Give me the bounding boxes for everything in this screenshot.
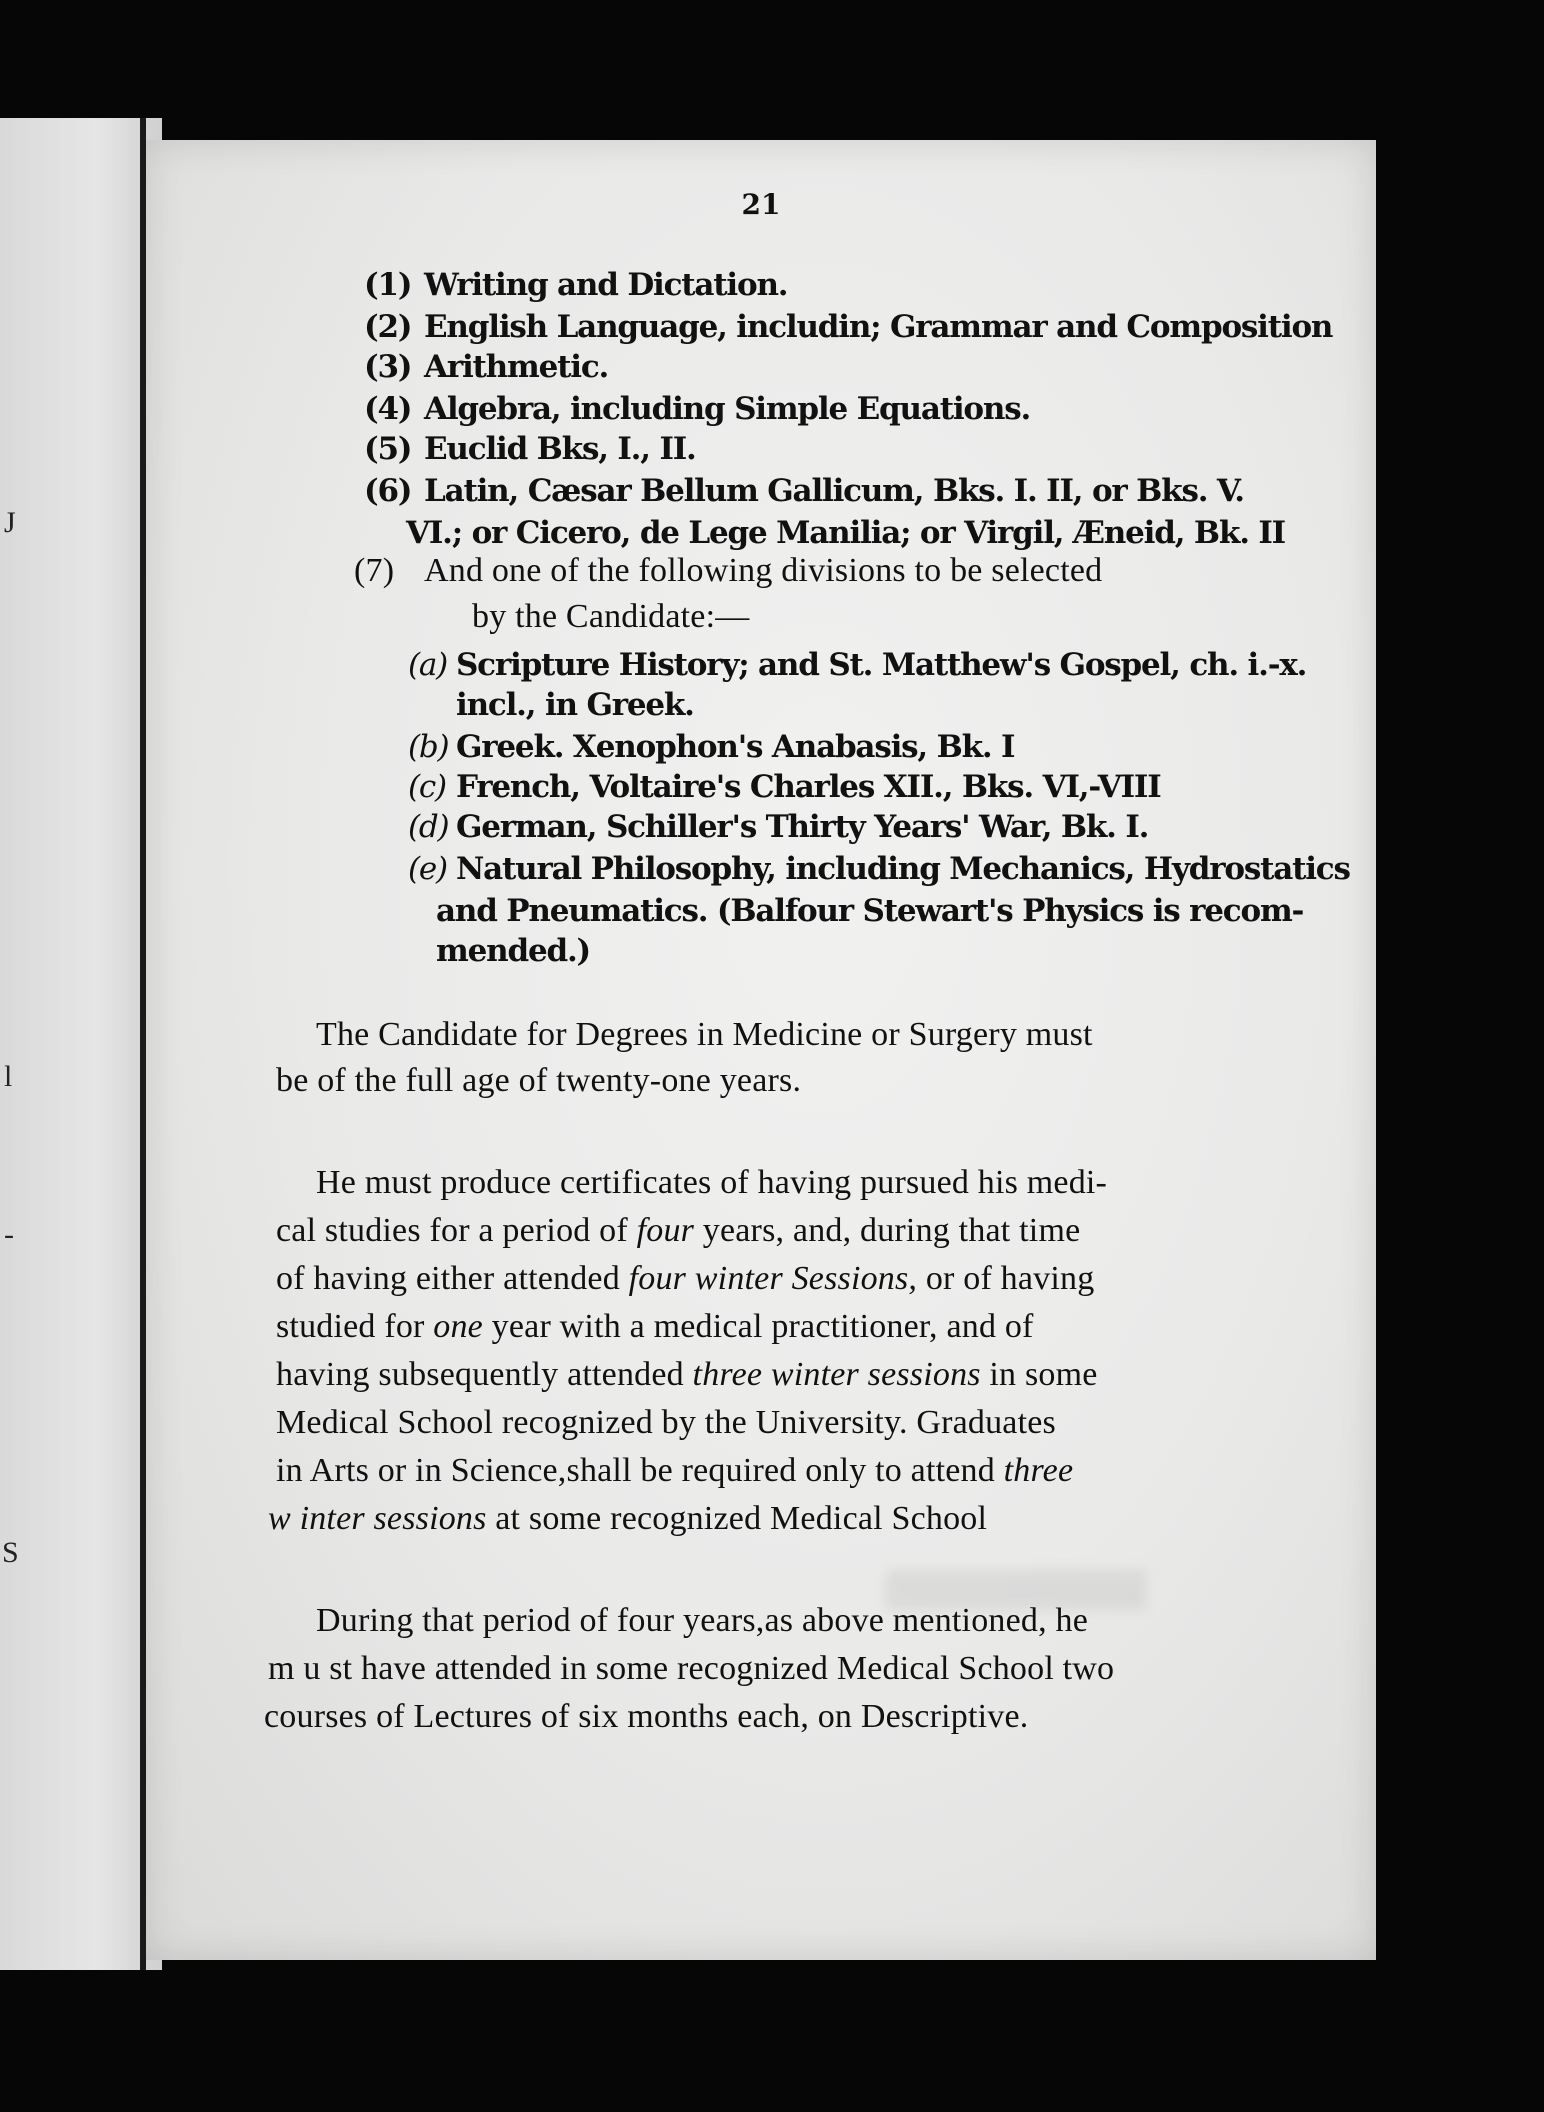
- division-d: [408, 809, 1149, 845]
- division-a: [408, 647, 1307, 683]
- division-e: [408, 851, 1350, 887]
- division-text: German, Schiller's Thirty Years' War, Bk. I.: [456, 809, 1149, 845]
- division-letter: (e): [408, 851, 447, 887]
- subject-number: (6): [364, 473, 412, 509]
- text-run: cal studies for a period of: [276, 1212, 637, 1249]
- text-run: in Arts or in Science,shall be required only to attend: [276, 1452, 1004, 1489]
- paragraph-2-line: [276, 1454, 1073, 1488]
- subject-item-4: [364, 391, 1031, 427]
- text-run: in some: [980, 1356, 1098, 1393]
- emphasis-text: four: [636, 1212, 695, 1249]
- subject-item-7-continuation: by the Candidate:—: [472, 598, 750, 635]
- previous-page-edge: [0, 118, 162, 1970]
- division-text: French, Voltaire's Charles XII., Bks. VI,-VIII: [456, 769, 1161, 805]
- subject-item-5: [364, 431, 696, 467]
- paragraph-2-line: [268, 1502, 987, 1536]
- paragraph-3-line: courses of Lectures of six months each, on Descriptive.: [264, 1698, 1029, 1735]
- paragraph-2-line: [276, 1358, 1098, 1392]
- subject-item-6-continuation: VI.; or Cicero, de Lege Manilia; or Virgil, Æneid, Bk. II: [406, 515, 1285, 551]
- emphasis-text: one: [433, 1308, 483, 1345]
- division-text: Scripture History; and St. Matthew's Gospel, ch. i.-x.: [456, 647, 1307, 683]
- subject-number: (5): [364, 431, 412, 467]
- emphasis-text: three winter sessions: [692, 1356, 981, 1393]
- text-run: or of having: [917, 1260, 1095, 1297]
- subject-number: (2): [364, 309, 412, 345]
- margin-fragment: J: [4, 506, 16, 539]
- paragraph-2-line: [276, 1214, 1080, 1248]
- emphasis-text: w inter sessions: [268, 1500, 487, 1537]
- division-letter: (d): [408, 809, 449, 845]
- subject-item-2: [364, 309, 1333, 345]
- division-c: [408, 769, 1161, 805]
- subject-text: Algebra, including Simple Equations.: [424, 391, 1031, 427]
- subject-text: English Language, includin; Grammar and Composition: [424, 309, 1333, 345]
- subject-number: (3): [364, 349, 412, 385]
- text-run: studied for: [276, 1308, 434, 1345]
- text-run: of having either attended: [276, 1260, 629, 1297]
- division-b: [408, 729, 1015, 765]
- emphasis-text: four winter Sessions,: [628, 1260, 918, 1297]
- division-e-continuation-2: mended.): [436, 933, 590, 969]
- division-text: Natural Philosophy, including Mechanics, Hydrostatics: [456, 851, 1350, 887]
- document-page: [146, 140, 1376, 1960]
- subject-item-6: [364, 473, 1244, 509]
- division-text: Greek. Xenophon's Anabasis, Bk. I: [456, 729, 1015, 765]
- text-run: having subsequently attended: [276, 1356, 693, 1393]
- subject-item-7: [354, 554, 1102, 588]
- margin-fragment: -: [4, 1218, 14, 1251]
- subject-number: (7): [354, 552, 395, 589]
- subject-number: (4): [364, 391, 412, 427]
- division-letter: (b): [408, 729, 449, 765]
- paragraph-1-line: be of the full age of twenty-one years.: [276, 1062, 802, 1099]
- subject-item-3: [364, 349, 609, 385]
- emphasis-text: three: [1003, 1452, 1074, 1489]
- division-e-continuation: and Pneumatics. (Balfour Stewart's Physics is recom-: [436, 893, 1304, 929]
- page-number: 21: [741, 188, 781, 221]
- paragraph-2-line: Medical School recognized by the University. Graduates: [276, 1404, 1056, 1441]
- subject-text: Writing and Dictation.: [424, 267, 788, 303]
- text-run: years, and, during that time: [694, 1212, 1081, 1249]
- subject-text: Euclid Bks, I., II.: [424, 431, 696, 467]
- margin-fragment: l: [4, 1060, 13, 1093]
- text-run: year with a medical practitioner, and of: [482, 1308, 1034, 1345]
- paragraph-1-line: The Candidate for Degrees in Medicine or Surgery must: [316, 1016, 1093, 1053]
- paragraph-2-line: [276, 1310, 1034, 1344]
- paragraph-2-line: He must produce certificates of having pursued his medi-: [316, 1164, 1108, 1201]
- margin-fragment: S: [2, 1536, 19, 1569]
- text-run: at some recognized Medical School: [486, 1500, 988, 1537]
- subject-text: Latin, Cæsar Bellum Gallicum, Bks. I. II, or Bks. V.: [424, 473, 1244, 509]
- subject-text: Arithmetic.: [424, 349, 609, 385]
- division-letter: (c): [408, 769, 446, 805]
- division-a-continuation: incl., in Greek.: [456, 687, 694, 723]
- division-letter: (a): [408, 647, 448, 683]
- paragraph-3-line: m u st have attended in some recognized Medical School two: [268, 1650, 1115, 1687]
- paragraph-3-line: During that period of four years,as above mentioned, he: [316, 1602, 1088, 1639]
- subject-text: And one of the following divisions to be selected: [424, 552, 1103, 589]
- subject-item-1: [364, 267, 788, 303]
- subject-number: (1): [364, 267, 412, 303]
- paragraph-2-line: [276, 1262, 1094, 1296]
